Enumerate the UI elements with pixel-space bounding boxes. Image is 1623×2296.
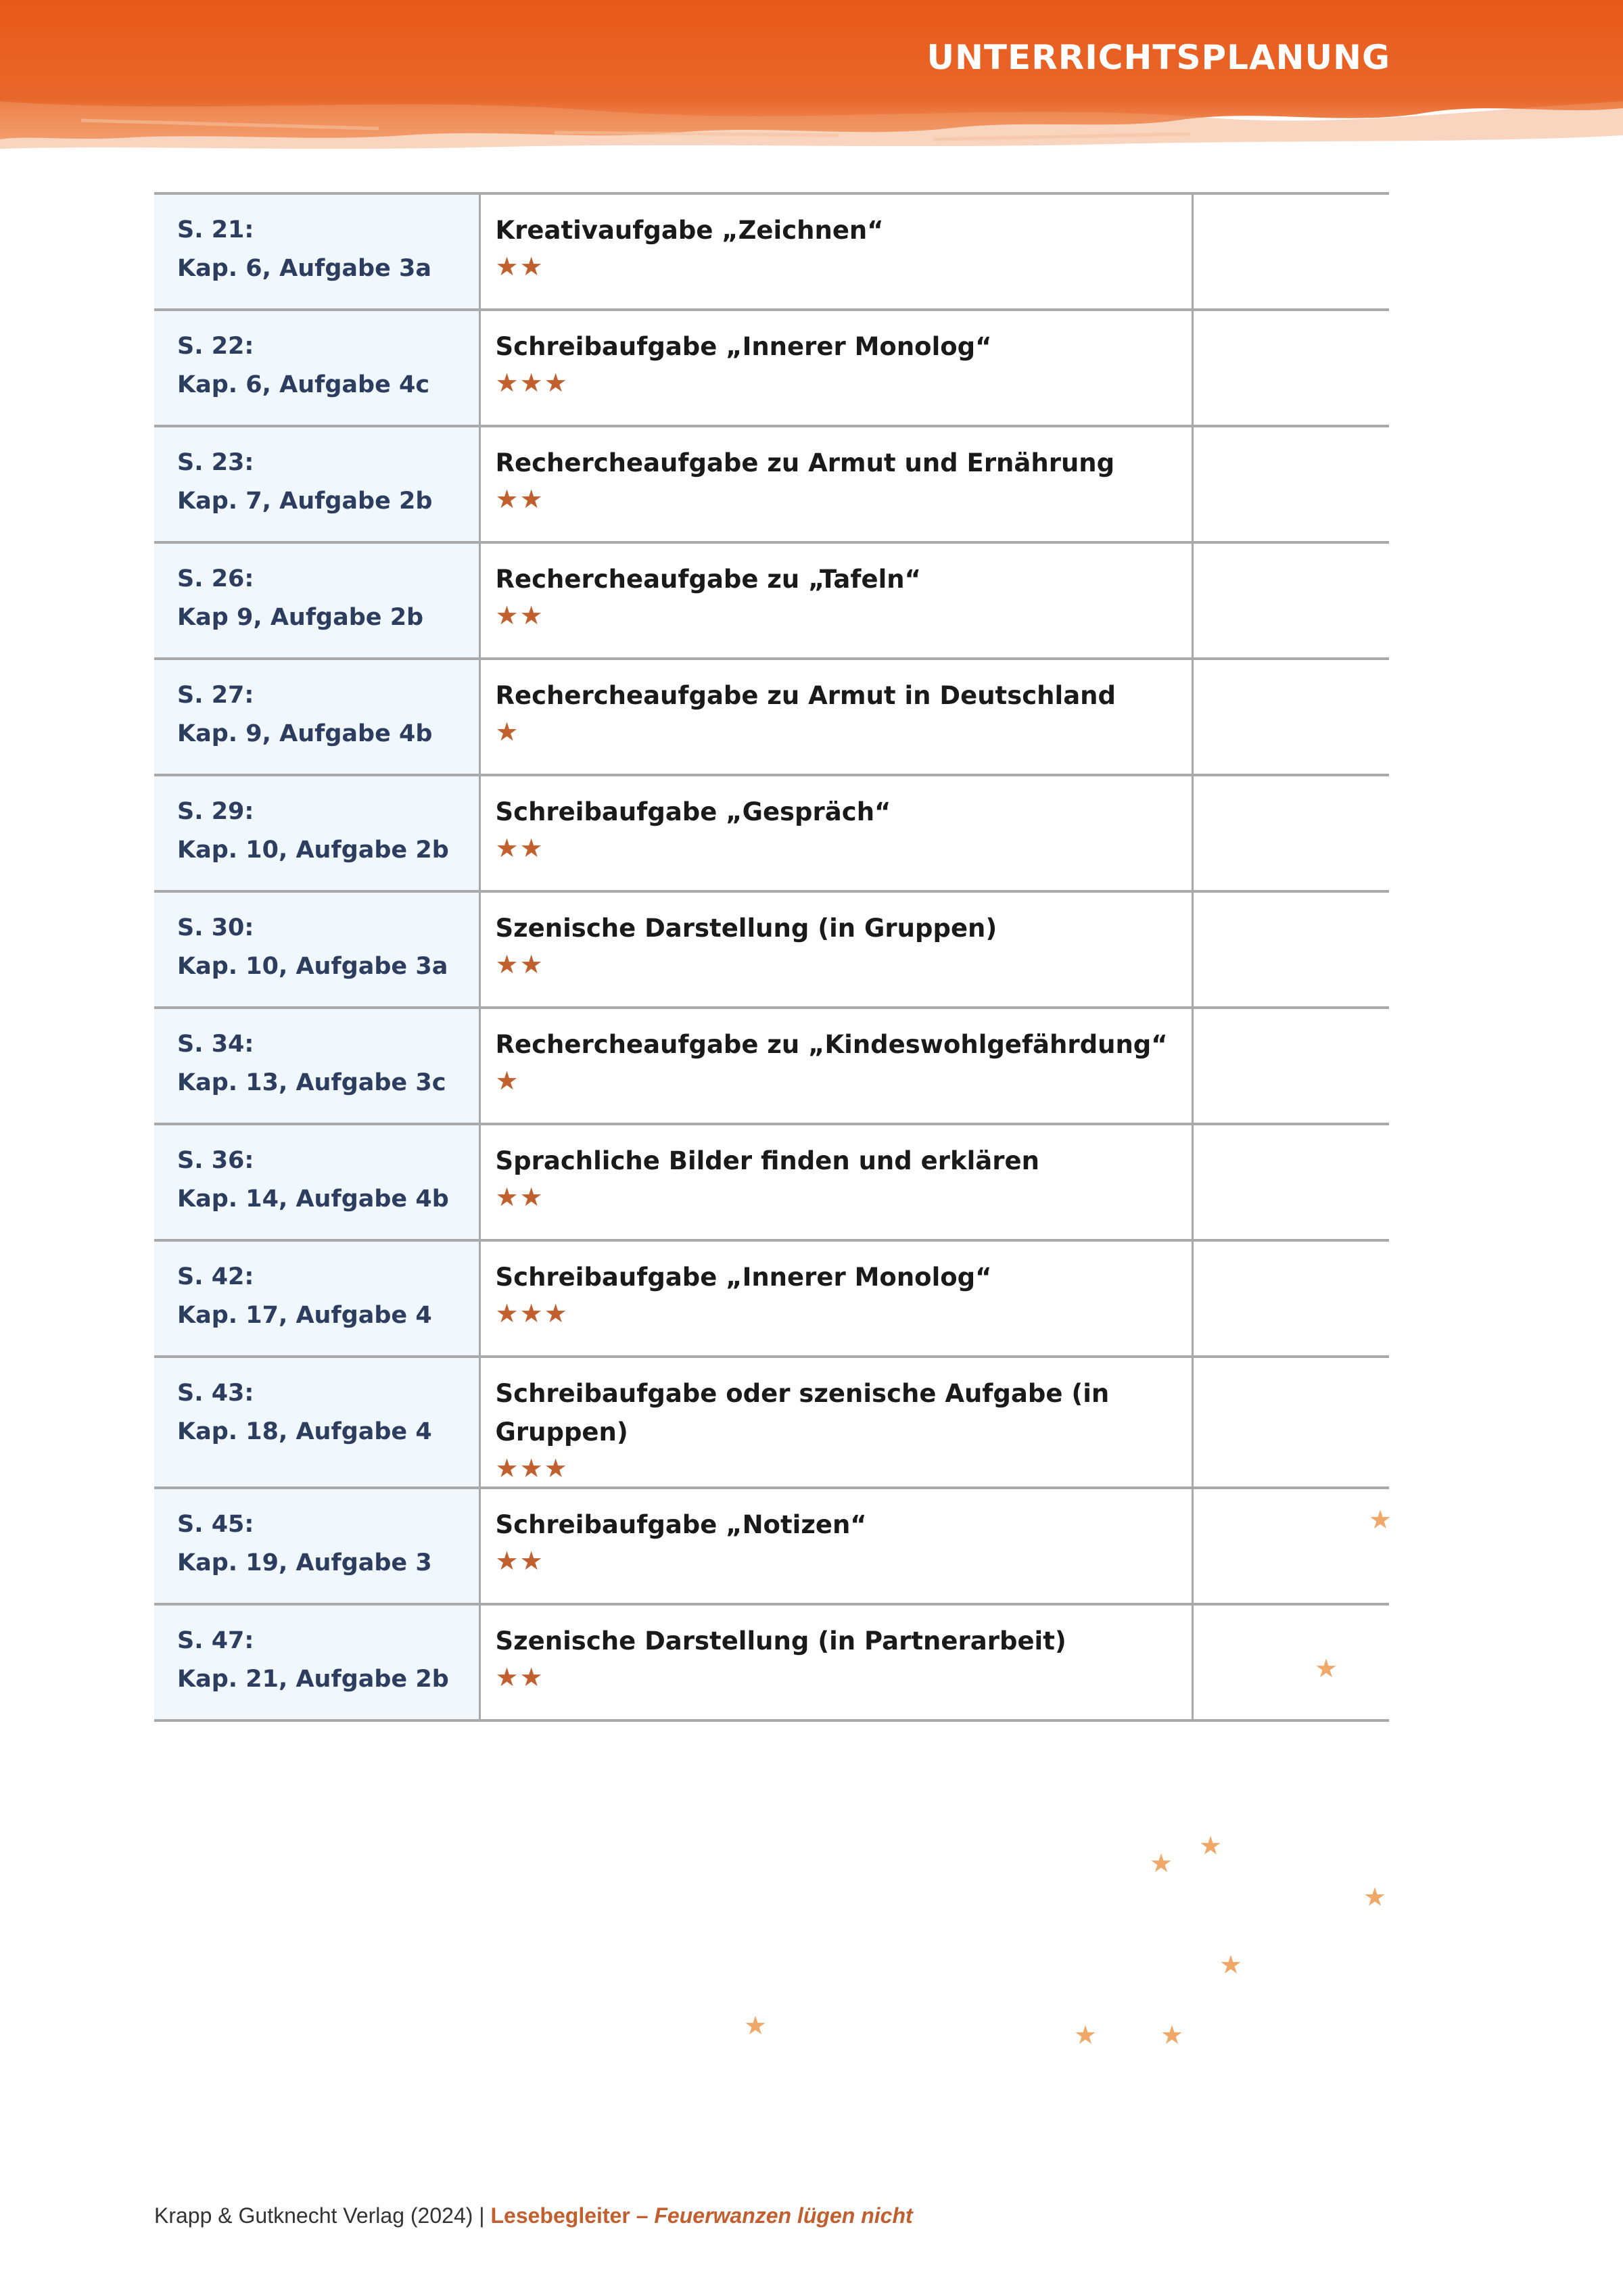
table-row: [154, 659, 1389, 775]
table-row: [154, 542, 1389, 659]
task-description: Schreibaufgabe „Gespräch“: [495, 797, 891, 826]
page-reference: S. 42:: [177, 1263, 254, 1290]
table-row: [154, 426, 1389, 542]
reference-cell: [154, 659, 479, 775]
chapter-reference: Kap. 19, Aufgabe 3: [177, 1549, 432, 1576]
chapter-reference: Kap. 10, Aufgabe 2b: [177, 837, 449, 864]
header-brush-band: [0, 0, 1623, 162]
chapter-reference: Kap 9, Aufgabe 2b: [177, 604, 424, 631]
page-header-title: UNTERRICHTSPLANUNG: [926, 38, 1390, 77]
reference-cell: [154, 310, 479, 426]
chapter-reference: Kap. 6, Aufgabe 3a: [177, 255, 431, 282]
footer-series: Lesebegleiter –: [490, 2203, 655, 2228]
reference-cell: [154, 1240, 479, 1357]
task-description: Sprachliche Bilder finden und erklären: [495, 1146, 1039, 1175]
notes-cell: [1192, 775, 1389, 891]
page-reference: S. 47:: [177, 1627, 254, 1654]
notes-cell: [1192, 1357, 1389, 1488]
page-reference: S. 45:: [177, 1511, 254, 1538]
decorative-star-icon: ★: [1219, 1951, 1243, 1979]
task-description: Schreibaufgabe oder szenische Aufgabe (in Gruppen): [495, 1379, 1110, 1447]
task-cell: [479, 542, 1192, 659]
chapter-reference: Kap. 10, Aufgabe 3a: [177, 953, 448, 980]
difficulty-stars-icon: ★★: [495, 835, 544, 863]
task-description: Schreibaufgabe „Innerer Monolog“: [495, 332, 992, 361]
task-cell: [479, 891, 1192, 1008]
decorative-star-icon: ★: [1363, 1883, 1387, 1912]
task-description: Szenische Darstellung (in Gruppen): [495, 914, 997, 943]
notes-cell: [1192, 1008, 1389, 1124]
page-reference: S. 23:: [177, 449, 254, 476]
decorative-star-icon: ★: [744, 2012, 768, 2040]
task-cell: [479, 193, 1192, 310]
difficulty-stars-icon: ★★: [495, 1547, 544, 1576]
notes-cell: [1192, 1604, 1389, 1720]
chapter-reference: Kap. 13, Aufgabe 3c: [177, 1069, 446, 1096]
task-cell: [479, 659, 1192, 775]
notes-cell: [1192, 1240, 1389, 1357]
decorative-star-icon: ★: [1150, 1850, 1173, 1878]
page-reference: S. 22:: [177, 333, 254, 360]
table-row: [154, 1124, 1389, 1240]
page-footer: [154, 2203, 913, 2228]
decorative-star-icon: ★: [1074, 2021, 1098, 2050]
notes-cell: [1192, 426, 1389, 542]
table-row: [154, 193, 1389, 310]
difficulty-stars-icon: ★★: [495, 1664, 544, 1692]
task-description: Szenische Darstellung (in Partnerarbeit): [495, 1626, 1066, 1656]
page-reference: S. 43:: [177, 1380, 254, 1407]
difficulty-stars-icon: ★★★: [495, 369, 569, 398]
task-cell: [479, 1240, 1192, 1357]
chapter-reference: Kap. 21, Aufgabe 2b: [177, 1666, 449, 1693]
table-row: [154, 1240, 1389, 1357]
task-description: Schreibaufgabe „Notizen“: [495, 1510, 867, 1539]
table-row: [154, 775, 1389, 891]
task-description: Rechercheaufgabe zu „Kindeswohlgefährdung“: [495, 1030, 1168, 1059]
task-cell: [479, 775, 1192, 891]
reference-cell: [154, 1357, 479, 1488]
reference-cell: [154, 891, 479, 1008]
task-description: Rechercheaufgabe zu Armut in Deutschland: [495, 681, 1116, 710]
task-description: Rechercheaufgabe zu Armut und Ernährung: [495, 448, 1115, 477]
reference-cell: [154, 1488, 479, 1604]
page-reference: S. 26:: [177, 565, 254, 592]
task-cell: [479, 1604, 1192, 1720]
page-reference: S. 27:: [177, 682, 254, 709]
decorative-star-icon: ★: [1199, 1832, 1223, 1860]
task-cell: [479, 310, 1192, 426]
table-row: [154, 310, 1389, 426]
chapter-reference: Kap. 6, Aufgabe 4c: [177, 371, 430, 398]
difficulty-stars-icon: ★: [495, 718, 520, 747]
reference-cell: [154, 775, 479, 891]
chapter-reference: Kap. 18, Aufgabe 4: [177, 1418, 432, 1445]
chapter-reference: Kap. 17, Aufgabe 4: [177, 1302, 432, 1329]
page-reference: S. 34:: [177, 1031, 254, 1058]
difficulty-stars-icon: ★★: [495, 951, 544, 979]
task-description: Kreativaufgabe „Zeichnen“: [495, 216, 884, 245]
reference-cell: [154, 1124, 479, 1240]
page-reference: S. 36:: [177, 1147, 254, 1174]
reference-cell: [154, 193, 479, 310]
difficulty-stars-icon: ★★: [495, 253, 544, 281]
difficulty-stars-icon: ★★★: [495, 1455, 569, 1483]
notes-cell: [1192, 891, 1389, 1008]
table-row: [154, 1008, 1389, 1124]
task-description: Rechercheaufgabe zu „Tafeln“: [495, 565, 921, 594]
page-reference: S. 29:: [177, 798, 254, 825]
difficulty-stars-icon: ★★: [495, 602, 544, 630]
notes-cell: [1192, 542, 1389, 659]
chapter-reference: Kap. 7, Aufgabe 2b: [177, 488, 433, 515]
table-row: [154, 891, 1389, 1008]
task-cell: [479, 1488, 1192, 1604]
difficulty-stars-icon: ★★★: [495, 1300, 569, 1328]
difficulty-stars-icon: ★: [495, 1067, 520, 1096]
table-row: [154, 1488, 1389, 1604]
difficulty-stars-icon: ★★: [495, 486, 544, 514]
difficulty-stars-icon: ★★: [495, 1184, 544, 1212]
task-cell: [479, 1124, 1192, 1240]
reference-cell: [154, 1604, 479, 1720]
task-cell: [479, 1008, 1192, 1124]
page-reference: S. 21:: [177, 216, 254, 243]
reference-cell: [154, 542, 479, 659]
notes-cell: [1192, 1124, 1389, 1240]
table-row: [154, 1357, 1389, 1488]
page-reference: S. 30:: [177, 914, 254, 941]
footer-publisher: Krapp & Gutknecht Verlag (2024) |: [154, 2203, 491, 2228]
decorative-star-icon: ★: [1369, 1506, 1392, 1534]
table-row: [154, 1604, 1389, 1720]
lesson-planning-table: [154, 192, 1389, 1722]
notes-cell: [1192, 659, 1389, 775]
task-description: Schreibaufgabe „Innerer Monolog“: [495, 1263, 992, 1292]
notes-cell: [1192, 1488, 1389, 1604]
chapter-reference: Kap. 14, Aufgabe 4b: [177, 1186, 449, 1213]
reference-cell: [154, 1008, 479, 1124]
decorative-star-icon: ★: [1315, 1655, 1338, 1683]
task-cell: [479, 426, 1192, 542]
notes-cell: [1192, 310, 1389, 426]
notes-cell: [1192, 193, 1389, 310]
footer-book-title: Feuerwanzen lügen nicht: [654, 2203, 913, 2228]
decorative-star-icon: ★: [1160, 2021, 1184, 2050]
task-cell: [479, 1357, 1192, 1488]
reference-cell: [154, 426, 479, 542]
chapter-reference: Kap. 9, Aufgabe 4b: [177, 720, 433, 747]
